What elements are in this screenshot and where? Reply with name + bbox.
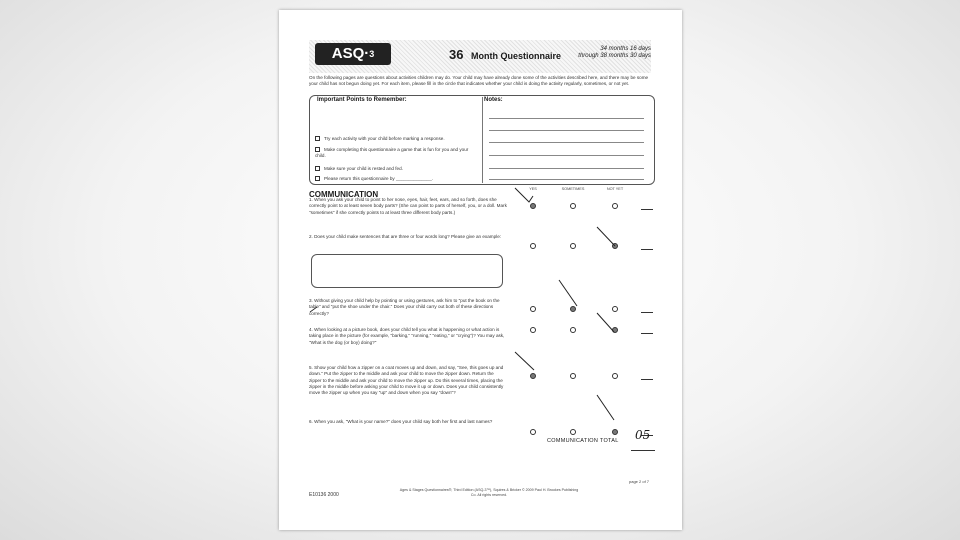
questionnaire-title: Month Questionnaire [471,51,561,61]
check-mark [310,307,317,312]
question-2: 2. Does your child make sentences that are three or four words long? Please give an example: [309,234,502,239]
notes-title: Notes: [484,97,503,103]
copyright-footer: Ages & Stages Questionnaires®, Third Edition (ASQ-3™), Squires & Bricker © 2009 Paul H. Brookes Publishing Co. All rights reserved. [399,488,579,497]
age-from: 34 months 16 days [600,46,651,52]
check-mark [597,313,614,332]
important-item: Please return this questionnaire by ______________. [315,175,477,182]
question-6: 6. When you ask, "What is your name?" does your child say both her first and last names? [309,419,493,424]
important-item: Try each activity with your child before marking a response. [315,135,477,142]
important-item: Make sure your child is rested and fed. [315,165,477,172]
important-points-title: Important Points to Remember: [317,97,407,103]
important-item: Make completing this questionnaire a game that is fun for you and your child. [315,147,469,158]
asq-logo: ASQ·$^3$ [315,43,391,65]
handwritten-marks [279,10,682,530]
question-5: 5. Show your child how a zipper on a coat moves up and down, and say, "See, this goes up and down." Put the zipper to the middle and ask your child to move the zipper down. Return the zipper to the middle and ask your child to move the zipper up. Do this several times, placing the zipper in the middle before asking your child to move it up or down. Does your child consistently move the zipper up when you say "up" and down when you say "down"? [309,365,504,396]
logo-suffix: 3 [369,49,375,59]
form-code: E10136 2000 [309,492,339,498]
check-mark [559,280,577,306]
check-mark [597,395,614,420]
month-number: 36 [449,47,464,62]
age-to: through 38 months 30 days [578,53,651,59]
check-mark [515,188,533,202]
question-3: 3. Without giving your child help by pointing or using gestures, ask him to "put the book on the table" and "put the shoe under the chair." Does your child carry out both of these directions correctly? [309,298,500,316]
check-mark [515,352,534,370]
check-mark [597,227,615,246]
communication-total-label: COMMUNICATION TOTAL [547,438,619,444]
questionnaire-page [279,10,682,530]
question-4: 4. When looking at a picture book, does your child tell you what is happening or what action is taking place in the picture (for example, "barking," "running," "eating," or "crying")? You may ask, "What is the dog (or boy) doing?" [309,327,505,345]
page-number: page 2 of 7 [629,479,650,484]
column-sometimes: SOMETIMES [561,187,585,191]
question-1: 1. When you ask your child to point to her nose, eyes, hair, feet, ears, and so forth, does she correctly point to at least seven body parts? (She can point to parts of herself, you, or a doll. Mark "sometimes" if she correctly points to at least three different body parts.) [309,197,507,215]
communication-title: COMMUNICATION [309,190,379,199]
column-yes: YES [529,187,537,191]
column-not-yet: NOT YET [606,187,624,191]
logo-text: ASQ [331,45,365,62]
intro-text: On the following pages are questions about activities children may do. Your child may have already done some of the activities described here, and there may be some your child has not begun doing yet. For each item, please fill in the circle that indicates whether your child is doing the activity regularly, sometimes, or not yet. [309,75,649,87]
total-line [631,450,655,451]
communication-total-score[interactable]: 05 [635,428,651,442]
